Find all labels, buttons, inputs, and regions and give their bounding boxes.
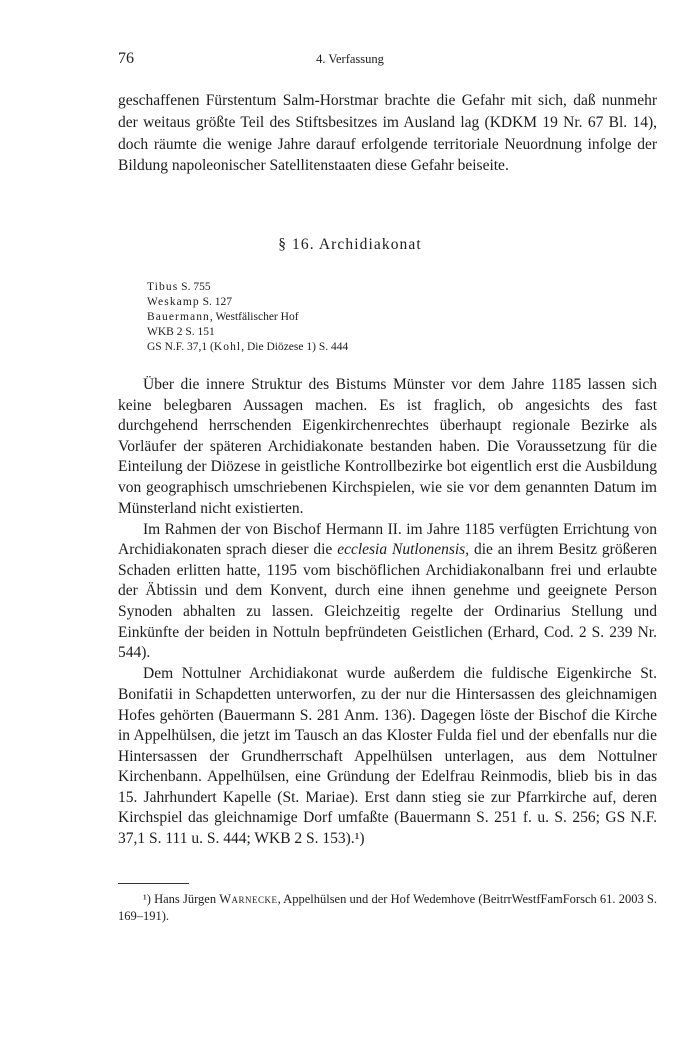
body-paragraph	[118, 664, 657, 849]
main-text	[118, 375, 657, 850]
section-heading: § 16. Archidiakonat	[278, 236, 422, 253]
body-paragraph	[118, 520, 657, 664]
latin-term: ecclesia Nutlonensis	[337, 541, 466, 559]
bibliography-ref: S. 755	[178, 281, 211, 293]
bibliography-author: Kohl	[213, 341, 242, 353]
paragraph-text: Im Rahmen der von Bischof Hermann II. im Jahre 1185 verfügten Errichtung von Archidiakonaten sprach dieser die	[118, 520, 657, 559]
running-head: 4. Verfassung	[316, 52, 384, 66]
paragraph-text: , die an ihrem Besitz größeren Schaden erlitten hatte, 1195 vom bischöflichen Archidiakonalbann frei und erlaubte der Äbtissin und dem Konvent, durch eine ihnen genehme und geeignete Person Synoden abhalten zu lassen. Gleichzeitig regelte der Ordinarius Stellung und Einkünfte der beiden in Nottuln bepfründeten Geistlichen (Erhard, Cod. 2 S. 239 Nr. 544).	[118, 541, 657, 662]
page-number: 76	[118, 50, 134, 67]
bibliography-entry: WKB 2 S. 151	[147, 326, 215, 338]
bibliography-block	[147, 280, 348, 355]
bibliography-entry	[147, 340, 348, 355]
body-paragraph: Über die innere Struktur des Bistums Münster vor dem Jahre 1185 lassen sich keine belegbaren Aussagen machen. Es ist fraglich, ob angesichts des fast durchgehend herrschenden Eigenkirchenrechtes überhaupt regionale Bezirke als Vorläufer der späteren Archidiakonate bestanden haben. Die Voraussetzung für die Einteilung der Diözese in geistliche Kontrollbezirke bot eigentlich erst die Ausbildung von geographisch umschriebenen Kirchspielen, wie sie vor dem genannten Datum im Münsterland nicht existierten.	[118, 376, 657, 517]
footnote-separator	[118, 883, 189, 884]
bibliography-author: Weskamp	[147, 296, 200, 308]
bibliography-ref: , Westfälischer Hof	[209, 311, 299, 323]
bibliography-entry	[147, 295, 348, 310]
footnote-text: , Appelhülsen und der Hof Wedemhove (BeitrrWestfFamForsch 61. 2003 S. 169–191).	[118, 892, 657, 923]
bibliography-ref: GS N.F. 37,1 (	[147, 341, 214, 353]
bibliography-ref: S. 127	[199, 296, 233, 308]
bibliography-author: Bauermann	[147, 311, 210, 323]
footnote	[118, 891, 657, 925]
bibliography-ref: , Die Diözese 1) S. 444	[241, 341, 349, 353]
footnote-text: Hans Jürgen	[150, 892, 220, 906]
bibliography-entry	[147, 310, 348, 325]
bibliography-author: Tibus	[147, 281, 179, 293]
paragraph-text: Dem Nottulner Archidiakonat wurde außerdem die fuldische Eigenkirche St. Bonifatii in Schapdetten unterworfen, zu der nur die Hintersassen des gleichnamigen Hofes gehörten (Bauermann S. 281 Anm. 136). Dagegen löste der Bischof die Kirche in Appelhülsen, die jetzt im Tausch an das Kloster Fulda fiel und der ebenfalls nur die Hintersassen der Grundherrschaft Appelhülsen unterlagen, aus dem Nottulner Kirchenbann. Appelhülsen, eine Gründung der Edelfrau Reinmodis, blieb bis in das 15. Jahrhundert Kapelle (St. Mariae). Erst dann stieg sie zur Pfarrkirche auf, deren Kirchspiel das gleichnamige Dorf umfaßte (Bauermann S. 251 f. u. S. 256; GS N.F. 37,1 S. 111 u. S. 444; WKB 2 S. 153).	[118, 665, 657, 848]
footnote-author: Warnecke	[219, 892, 278, 906]
continued-paragraph: geschaffenen Fürstentum Salm-Horstmar brachte die Gefahr mit sich, daß nunmehr der weitaus größte Teil des Stiftsbesitzes im Ausland lag (KDKM 19 Nr. 67 Bl. 14), doch räumte die wenige Jahre darauf erfolgende territoriale Neuordnung infolge der Bildung napoleonischer Satellitenstaaten diese Gefahr beiseite.	[118, 92, 657, 175]
footnote-marker: ¹)	[143, 892, 151, 906]
bibliography-entry	[147, 280, 348, 295]
footnote-reference[interactable]: ¹)	[354, 830, 365, 848]
